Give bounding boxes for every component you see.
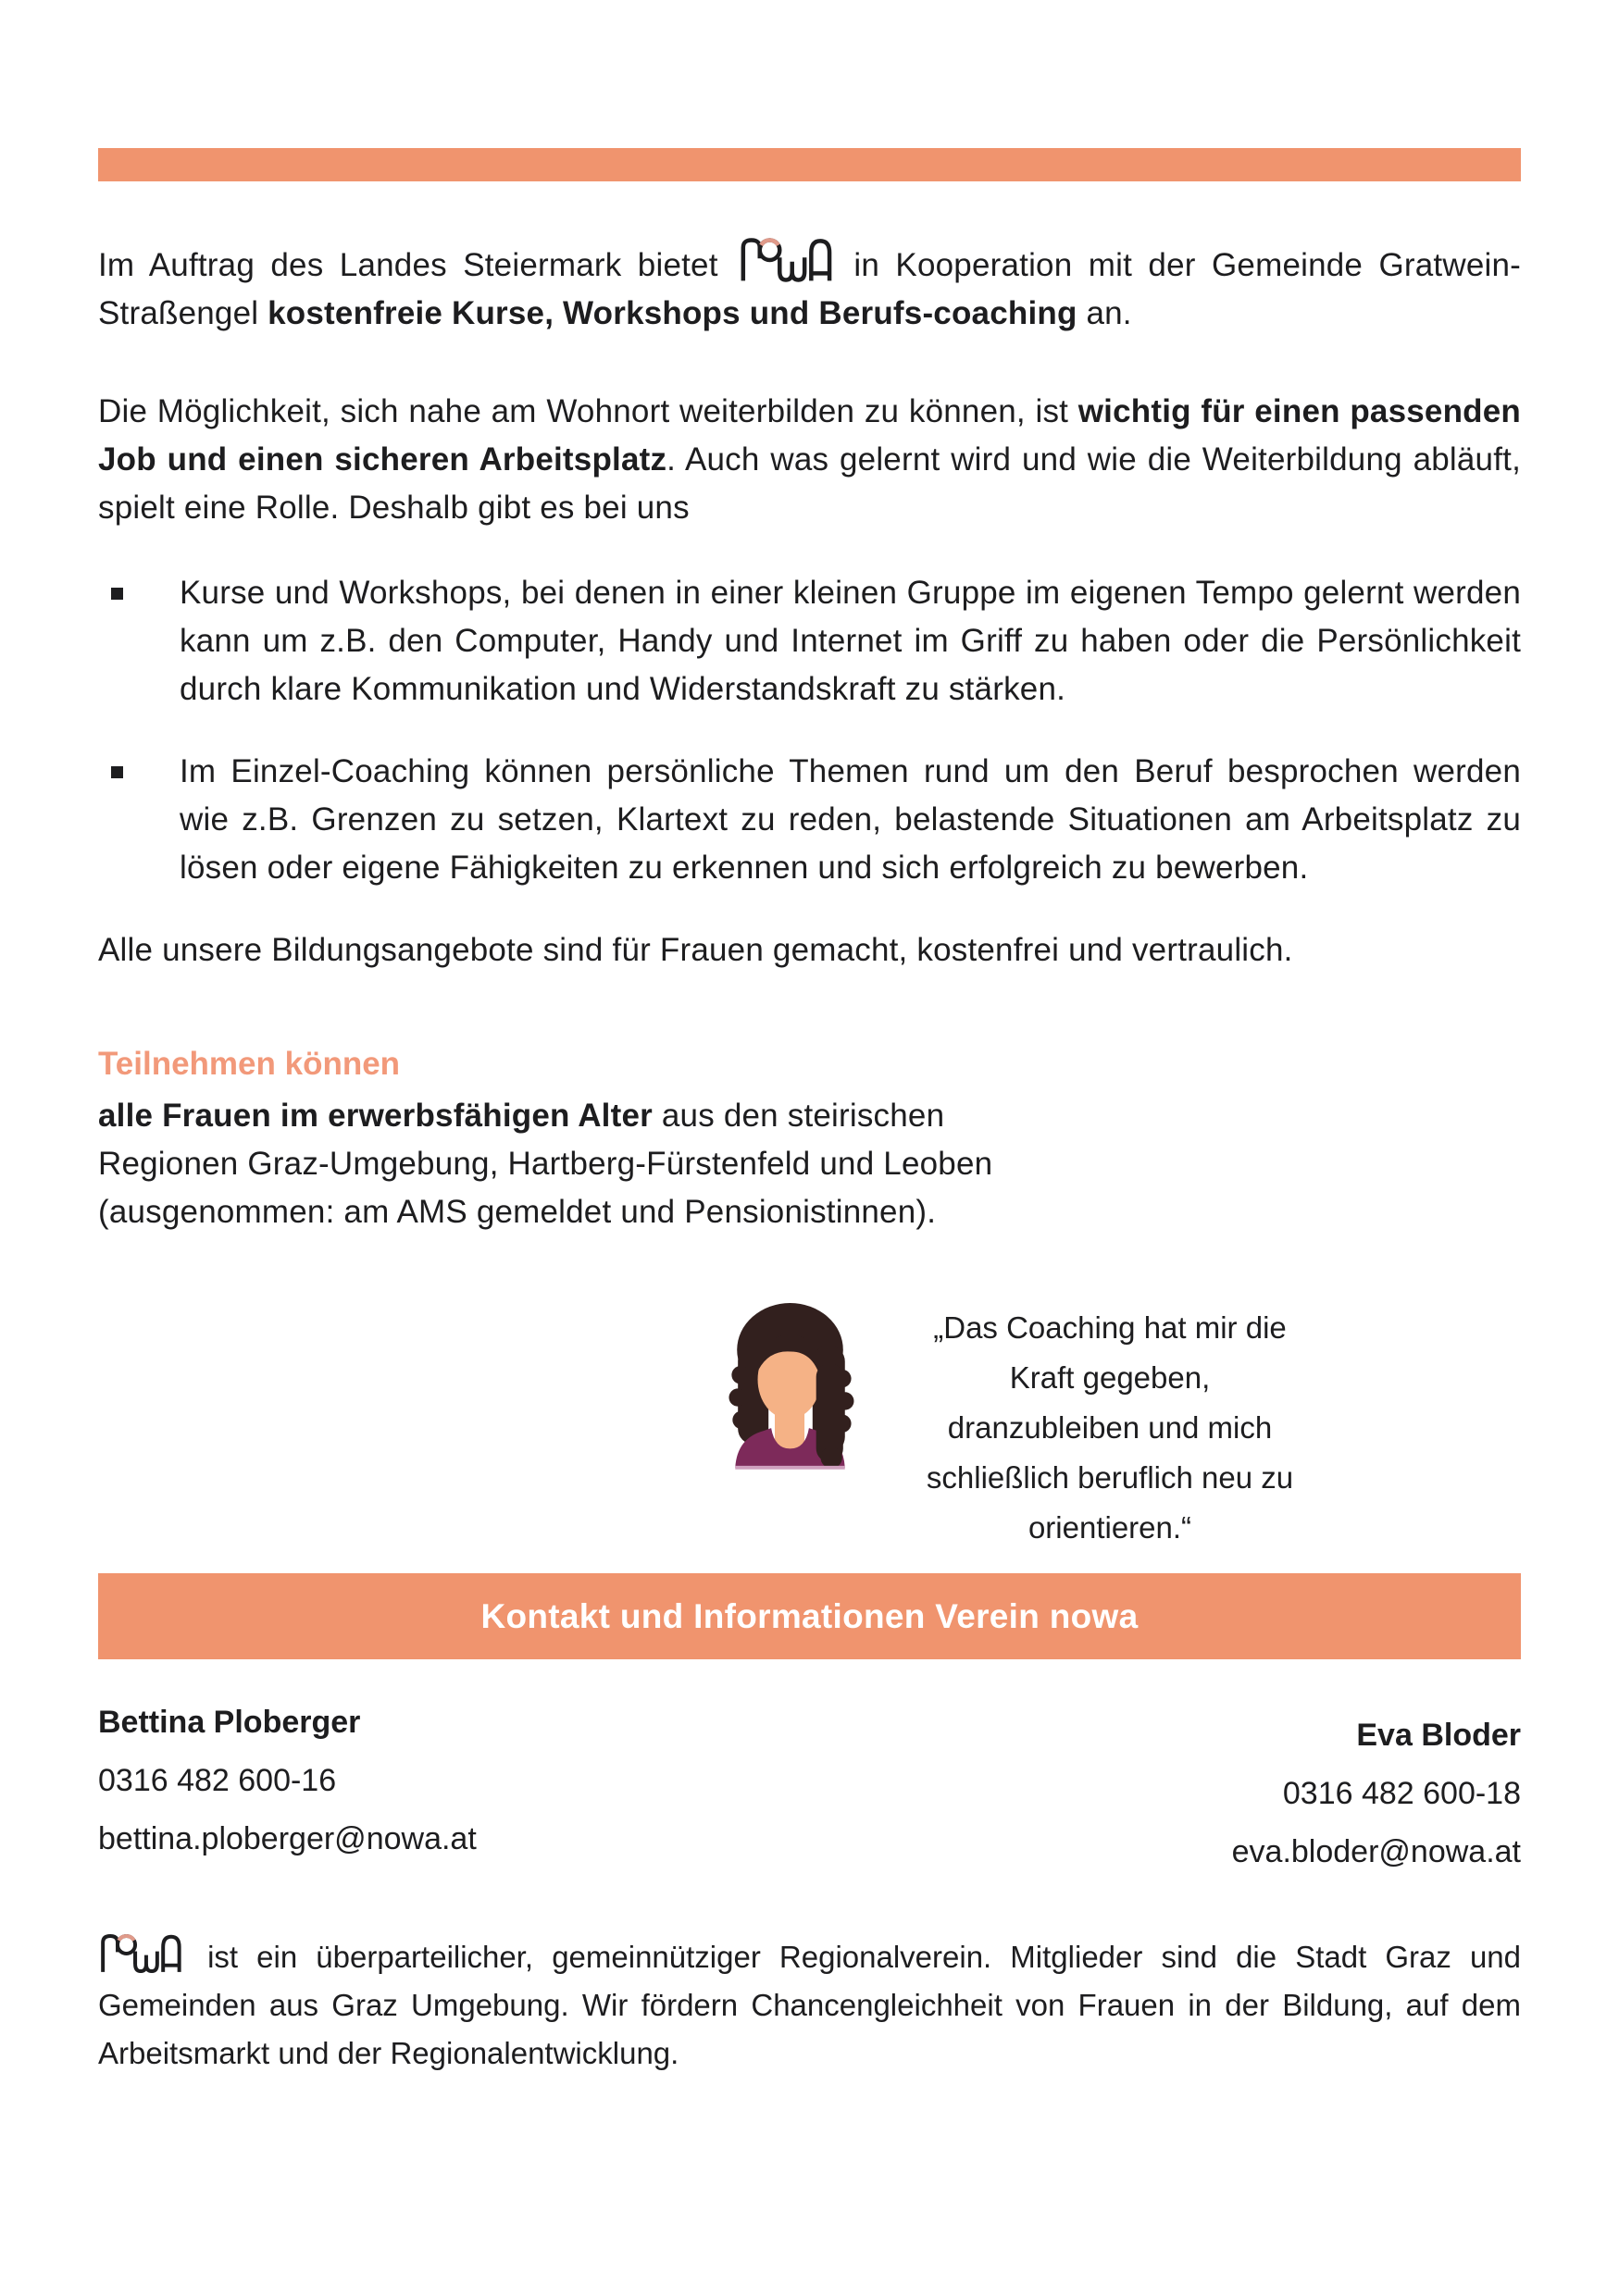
square-bullet-icon [111, 588, 123, 600]
possibility-text-start: Die Möglichkeit, sich nahe am Wohnort weiterbilden zu können, ist [98, 393, 1078, 429]
possibility-bold-text: wichtig für einen passenden Job und einen sicheren Arbeitsplatz [98, 393, 1521, 478]
intro-paragraph [98, 236, 1521, 338]
contact-email: eva.bloder@nowa.at [1231, 1834, 1521, 1869]
contact-banner-title: Kontakt und Informationen Verein nowa [480, 1596, 1139, 1635]
participate-bold-text: alle Frauen im erwerbsfähigen Alter [98, 1098, 653, 1134]
nowa-logo-icon [98, 1932, 183, 1975]
woman-avatar-illustration [712, 1296, 869, 1471]
participate-heading: Teilnehmen können [98, 1046, 401, 1082]
contact-card-bettina [98, 1694, 477, 1881]
intro-text-after-logo: in Kooperation mit der Gemeinde Gratwein-Straßengel [98, 247, 1521, 331]
possibility-text-end: . Auch was gelernt wird und wie die Weiterbildung abläuft, spielt eine Rolle. Deshalb gibt es bei uns [98, 441, 1521, 526]
contact-name: Bettina Ploberger [98, 1705, 361, 1740]
intro-text-end: an. [1077, 295, 1132, 331]
contact-card-eva [1232, 1706, 1521, 1881]
bullet-text-courses: Kurse und Workshops, bei denen in einer kleinen Gruppe im eigenen Tempo gelernt werden kann um z.B. den Computer, Handy und Internet im Griff zu haben oder die Persönlichkeit durch klare Kommunikation und Widerstandskraft zu stärken. [180, 575, 1521, 707]
offers-paragraph: Alle unsere Bildungsangebote sind für Frauen gemacht, kostenfrei und vertraulich. [98, 932, 1293, 968]
top-accent-bar [98, 148, 1521, 181]
intro-bold-text: kostenfreie Kurse, Workshops und Berufs-coaching [268, 295, 1077, 331]
contact-name: Eva Bloder [1356, 1718, 1521, 1753]
possibility-paragraph [98, 388, 1521, 532]
contact-phone: 0316 482 600-16 [98, 1763, 337, 1798]
contact-banner [98, 1573, 1521, 1659]
participate-text-rest: aus den steirischen Regionen Graz-Umgebung, Hartberg-Fürstenfeld und Leoben (ausgenommen: am AMS gemeldet und Pensionistinnen). [98, 1098, 993, 1230]
about-nowa-text: ist ein überparteilicher, gemeinnütziger Regionalverein. Mitglieder sind die Stadt Graz und Gemeinden aus Graz Umgebung. Wir fördern Chancengleichheit von Frauen in der Bildung, auf dem Arbeitsmarkt und der Regionalentwicklung. [98, 1940, 1521, 2070]
nowa-logo-icon [738, 236, 834, 284]
contact-email: bettina.ploberger@nowa.at [98, 1821, 477, 1856]
list-item-courses [98, 569, 1521, 714]
contacts-section [98, 1694, 1521, 1881]
square-bullet-icon [111, 766, 123, 778]
testimonial-quote: „Das Coaching hat mir die Kraft gegeben, dranzubleiben und mich schließlich beruflich neu zu orientieren.“ [926, 1310, 1294, 1545]
participate-paragraph [98, 1092, 1015, 1236]
contact-phone: 0316 482 600-18 [1282, 1776, 1521, 1811]
list-item-coaching [98, 748, 1521, 892]
intro-text-before-logo: Im Auftrag des Landes Steiermark bietet [98, 247, 735, 283]
testimonial-block [712, 1296, 1309, 1545]
about-nowa-paragraph [98, 1932, 1521, 2078]
bullet-text-coaching: Im Einzel-Coaching können persönliche Themen rund um den Beruf besprochen werden wie z.B. Grenzen zu setzen, Klartext zu reden, belastende Situationen am Arbeitsplatz zu lösen oder eigene Fähigkeiten zu erkennen und sich erfolgreich zu bewerben. [180, 753, 1521, 886]
